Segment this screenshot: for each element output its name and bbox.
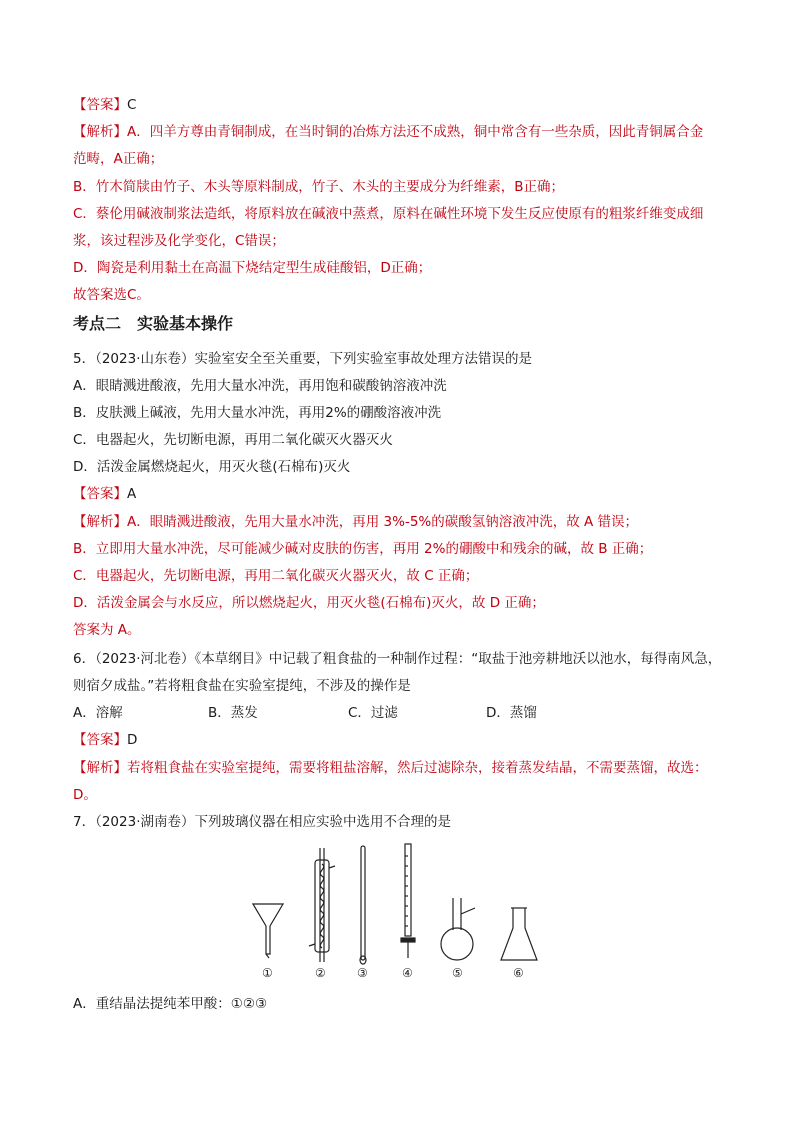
figure-label-3: ③ <box>357 966 368 980</box>
q5-option-c: C．电器起火，先切断电源，再用二氧化碳灭火器灭火 <box>73 432 393 448</box>
funnel-icon <box>253 904 283 958</box>
q6-answer-tag: 【答案】 <box>73 732 127 748</box>
q6-option-b: B．蒸发 <box>208 705 258 721</box>
q6-analysis-line-1 <box>73 759 733 777</box>
q6-answer-line <box>73 731 733 749</box>
q4-analysis-line-4: C．蔡伦用碱液制浆法造纸，将原料放在碱液中蒸煮，原料在碱性环境下发生反应使原有的粗浆纤维变成细 <box>73 206 704 222</box>
q5-analysis-line-2: B．立即用大量水冲洗，尽可能减少碱对皮肤的伤害，再用 2%的硼酸中和残余的碱，故 B 正确； <box>73 541 653 557</box>
figure-label-5: ⑤ <box>452 966 463 980</box>
q5-analysis-line-3: C．电器起火，先切断电源，再用二氧化碳灭火器灭火，故 C 正确； <box>73 568 479 584</box>
figure-label-6: ⑥ <box>513 966 524 980</box>
section-title: 考点二 实验基本操作 <box>73 314 234 333</box>
q4-conclusion: 故答案选C。 <box>73 287 150 303</box>
q6-stem-line-1: 6．（2023·河北卷）《本草纲目》中记载了粗食盐的一种制作过程：“取盐于池旁耕地沃以池水，每得南风急， <box>73 651 722 667</box>
condenser-icon <box>309 848 335 962</box>
q5-analysis-line-1 <box>73 513 733 531</box>
glassware-svg <box>245 842 545 982</box>
q6-option-d: D．蒸馏 <box>486 705 537 721</box>
q4-answer-tag: 【答案】 <box>73 97 127 113</box>
figure-label-1: ① <box>262 966 273 980</box>
q4-analysis-line-1 <box>73 123 733 141</box>
q4-answer-value: C <box>127 97 137 113</box>
q5-analysis-text: A．眼睛溅进酸液，先用大量水冲洗，再用 3%-5%的碳酸氢钠溶液冲洗，故 A 错误； <box>127 514 639 530</box>
q4-analysis-line-6: D．陶瓷是利用黏土在高温下烧结定型生成硅酸铝，D正确； <box>73 260 432 276</box>
q5-option-b: B．皮肤溅上碱液，先用大量水冲洗，再用2%的硼酸溶液冲洗 <box>73 405 442 421</box>
q5-analysis-tag: 【解析】 <box>73 514 127 530</box>
conical-flask-icon <box>501 908 537 960</box>
q5-stem: 5．（2023·山东卷）实验室安全至关重要，下列实验室事故处理方法错误的是 <box>73 351 532 367</box>
glassware-figure <box>245 842 545 982</box>
q6-answer-value: D <box>127 732 138 748</box>
q5-analysis-line-4: D．活泼金属会与水反应，所以燃烧起火，用灭火毯(石棉布)灭火，故 D 正确； <box>73 595 545 611</box>
q5-answer-tag: 【答案】 <box>73 486 127 502</box>
q6-stem-line-2: 则宿夕成盐。”若将粗食盐在实验室提纯，不涉及的操作是 <box>73 678 411 694</box>
q7-stem: 7．（2023·湖南卷）下列玻璃仪器在相应实验中选用不合理的是 <box>73 814 451 830</box>
figure-label-2: ② <box>315 966 326 980</box>
q6-analysis-line-2: D。 <box>73 787 97 803</box>
q6-analysis-text: 若将粗食盐在实验室提纯，需要将粗盐溶解，然后过滤除杂，接着蒸发结晶，不需要蒸馏，故选： <box>127 760 708 776</box>
q6-option-c: C．过滤 <box>348 705 398 721</box>
q5-answer-line <box>73 485 733 503</box>
q5-option-d: D．活泼金属燃烧起火，用灭火毯(石棉布)灭火 <box>73 459 351 475</box>
q7-option-a: A．重结晶法提纯苯甲酸：①②③ <box>73 996 268 1012</box>
q5-answer-value: A <box>127 486 137 502</box>
q5-option-a: A．眼睛溅进酸液，先用大量水冲洗，再用饱和碳酸钠溶液冲洗 <box>73 378 447 394</box>
q4-analysis-text: A．四羊方尊由青铜制成，在当时铜的冶炼方法还不成熟，铜中常含有一些杂质，因此青铜属合金 <box>127 124 704 140</box>
distilling-flask-icon <box>441 898 475 960</box>
figure-label-4: ④ <box>402 966 413 980</box>
q4-analysis-tag: 【解析】 <box>73 124 127 140</box>
q4-analysis-line-3: B．竹木简牍由竹子、木头等原料制成，竹子、木头的主要成分为纤维素，B正确； <box>73 179 565 195</box>
q6-options-row <box>73 704 733 722</box>
q6-option-a: A．溶解 <box>73 705 123 721</box>
burette-icon <box>401 844 415 958</box>
q6-analysis-tag: 【解析】 <box>73 760 127 776</box>
q4-analysis-line-5: 浆，该过程涉及化学变化，C错误； <box>73 233 285 249</box>
thermometer-icon <box>360 846 366 964</box>
q4-answer-line <box>73 96 733 114</box>
q4-analysis-line-2: 范畴，A正确； <box>73 151 164 167</box>
q5-conclusion: 答案为 A。 <box>73 622 141 638</box>
